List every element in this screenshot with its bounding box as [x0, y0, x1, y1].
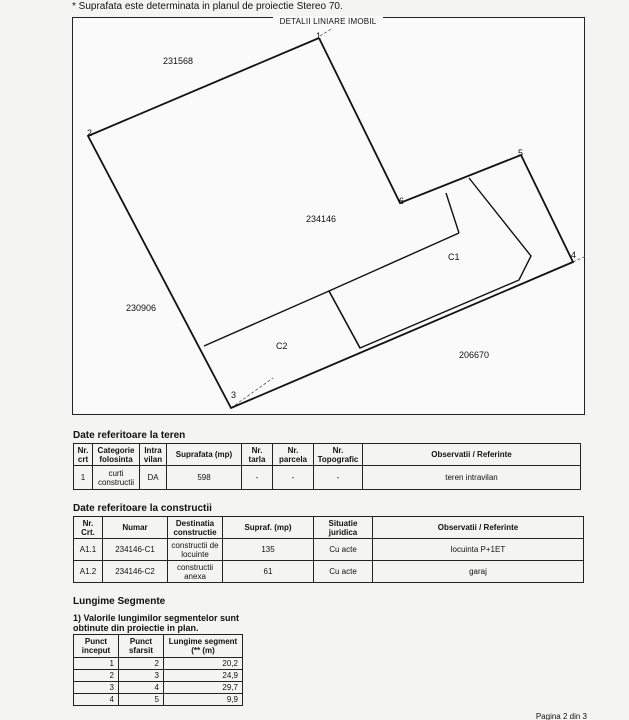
constructii-header-situatie: Situatie juridica — [314, 517, 373, 539]
table-row — [74, 466, 581, 490]
segmente-header-inceput: Punct inceput — [74, 635, 119, 658]
constructii-header-destinatia: Destinatia constructie — [168, 517, 223, 539]
point-5: 5 — [518, 148, 524, 158]
point-4: 4 — [571, 250, 577, 260]
table-row — [74, 694, 243, 706]
neighbour-boundary-north — [320, 28, 333, 36]
teren-header-topografic: Nr. Topografic — [314, 444, 363, 466]
point-2: 2 — [87, 128, 93, 138]
teren-cell: - — [273, 466, 314, 490]
segmente-subtitle: 1) Valorile lungimilor segmentelor sunt obtinute din proiectie in plan. — [73, 613, 240, 633]
table-row — [74, 561, 584, 583]
parcel-label-230906: 230906 — [126, 303, 157, 313]
parcel-label-206670: 206670 — [459, 350, 490, 360]
table-row — [74, 539, 584, 561]
segmente-cell: 20,2 — [164, 658, 243, 670]
point-3: 3 — [231, 390, 237, 400]
segmente-cell: 9,9 — [164, 694, 243, 706]
plan-title: DETALII LINIARE IMOBIL — [273, 16, 383, 28]
teren-cell: DA — [140, 466, 167, 490]
point-1: 1 — [316, 31, 322, 41]
table-row — [74, 670, 243, 682]
constructii-cell: constructii de locuinte — [168, 539, 223, 561]
constructii-cell: Cu acte — [314, 561, 373, 583]
building-label-c2: C2 — [276, 341, 288, 351]
segmente-header-sfarsit: Punct sfarsit — [119, 635, 164, 658]
segmente-cell: 2 — [74, 670, 119, 682]
teren-header-suprafata: Suprafata (mp) — [167, 444, 242, 466]
building-label-c1: C1 — [448, 252, 460, 262]
constructii-cell: 61 — [223, 561, 314, 583]
parcel-label-231568: 231568 — [163, 56, 194, 66]
segmente-section-title: Lungime Segmente — [73, 596, 166, 607]
parcel-plan — [72, 17, 585, 415]
segmente-cell: 3 — [119, 670, 164, 682]
teren-header-categorie: Categorie folosinta — [93, 444, 140, 466]
point-6: 6 — [399, 196, 405, 206]
projection-note: * Suprafata este determinata in planul de proiectie Stereo 70. — [72, 1, 343, 12]
segmente-table — [73, 634, 243, 706]
constructii-table — [73, 516, 584, 583]
constructii-header-observatii: Observatii / Referinte — [373, 517, 584, 539]
constructii-cell: locuinta P+1ET — [373, 539, 584, 561]
building-c1-edge-2 — [446, 193, 459, 233]
teren-cell: teren intravilan — [363, 466, 581, 490]
constructii-header-numar: Numar — [103, 517, 168, 539]
teren-header-nr: Nr. crt — [74, 444, 93, 466]
constructii-cell: Cu acte — [314, 539, 373, 561]
segmente-cell: 24,9 — [164, 670, 243, 682]
constructii-cell: 234146-C2 — [103, 561, 168, 583]
teren-cell: - — [314, 466, 363, 490]
constructii-section-title: Date referitoare la constructii — [73, 503, 212, 514]
constructii-cell: garaj — [373, 561, 584, 583]
constructii-header-nr: Nr. Crt. — [74, 517, 103, 539]
teren-header-tarla: Nr. tarla — [242, 444, 273, 466]
constructii-cell: 135 — [223, 539, 314, 561]
building-c2-outline — [204, 291, 360, 348]
segmente-header-lungime: Lungime segment (** (m) — [164, 635, 243, 658]
table-row — [74, 682, 243, 694]
teren-cell: curti constructii — [93, 466, 140, 490]
segmente-cell: 5 — [119, 694, 164, 706]
building-c1-edge — [329, 233, 459, 291]
page-footer — [72, 712, 587, 720]
constructii-cell: constructii anexa — [168, 561, 223, 583]
segmente-cell: 4 — [74, 694, 119, 706]
teren-cell: 598 — [167, 466, 242, 490]
constructii-cell: A1.1 — [74, 539, 103, 561]
teren-header-observatii: Observatii / Referinte — [363, 444, 581, 466]
page-number: Pagina 2 din 3 — [535, 712, 587, 720]
teren-table — [73, 443, 581, 490]
segmente-cell: 1 — [74, 658, 119, 670]
segmente-cell: 4 — [119, 682, 164, 694]
constructii-cell: A1.2 — [74, 561, 103, 583]
parcel-label-234146: 234146 — [306, 214, 337, 224]
teren-header-parcela: Nr. parcela — [273, 444, 314, 466]
segmente-cell: 3 — [74, 682, 119, 694]
table-row — [74, 658, 243, 670]
constructii-cell: 234146-C1 — [103, 539, 168, 561]
constructii-header-suprafata: Supraf. (mp) — [223, 517, 314, 539]
teren-header-intravilan: Intra vilan — [140, 444, 167, 466]
segmente-cell: 2 — [119, 658, 164, 670]
segmente-cell: 29,7 — [164, 682, 243, 694]
teren-cell: - — [242, 466, 273, 490]
teren-section-title: Date referitoare la teren — [73, 430, 186, 441]
teren-cell: 1 — [74, 466, 93, 490]
